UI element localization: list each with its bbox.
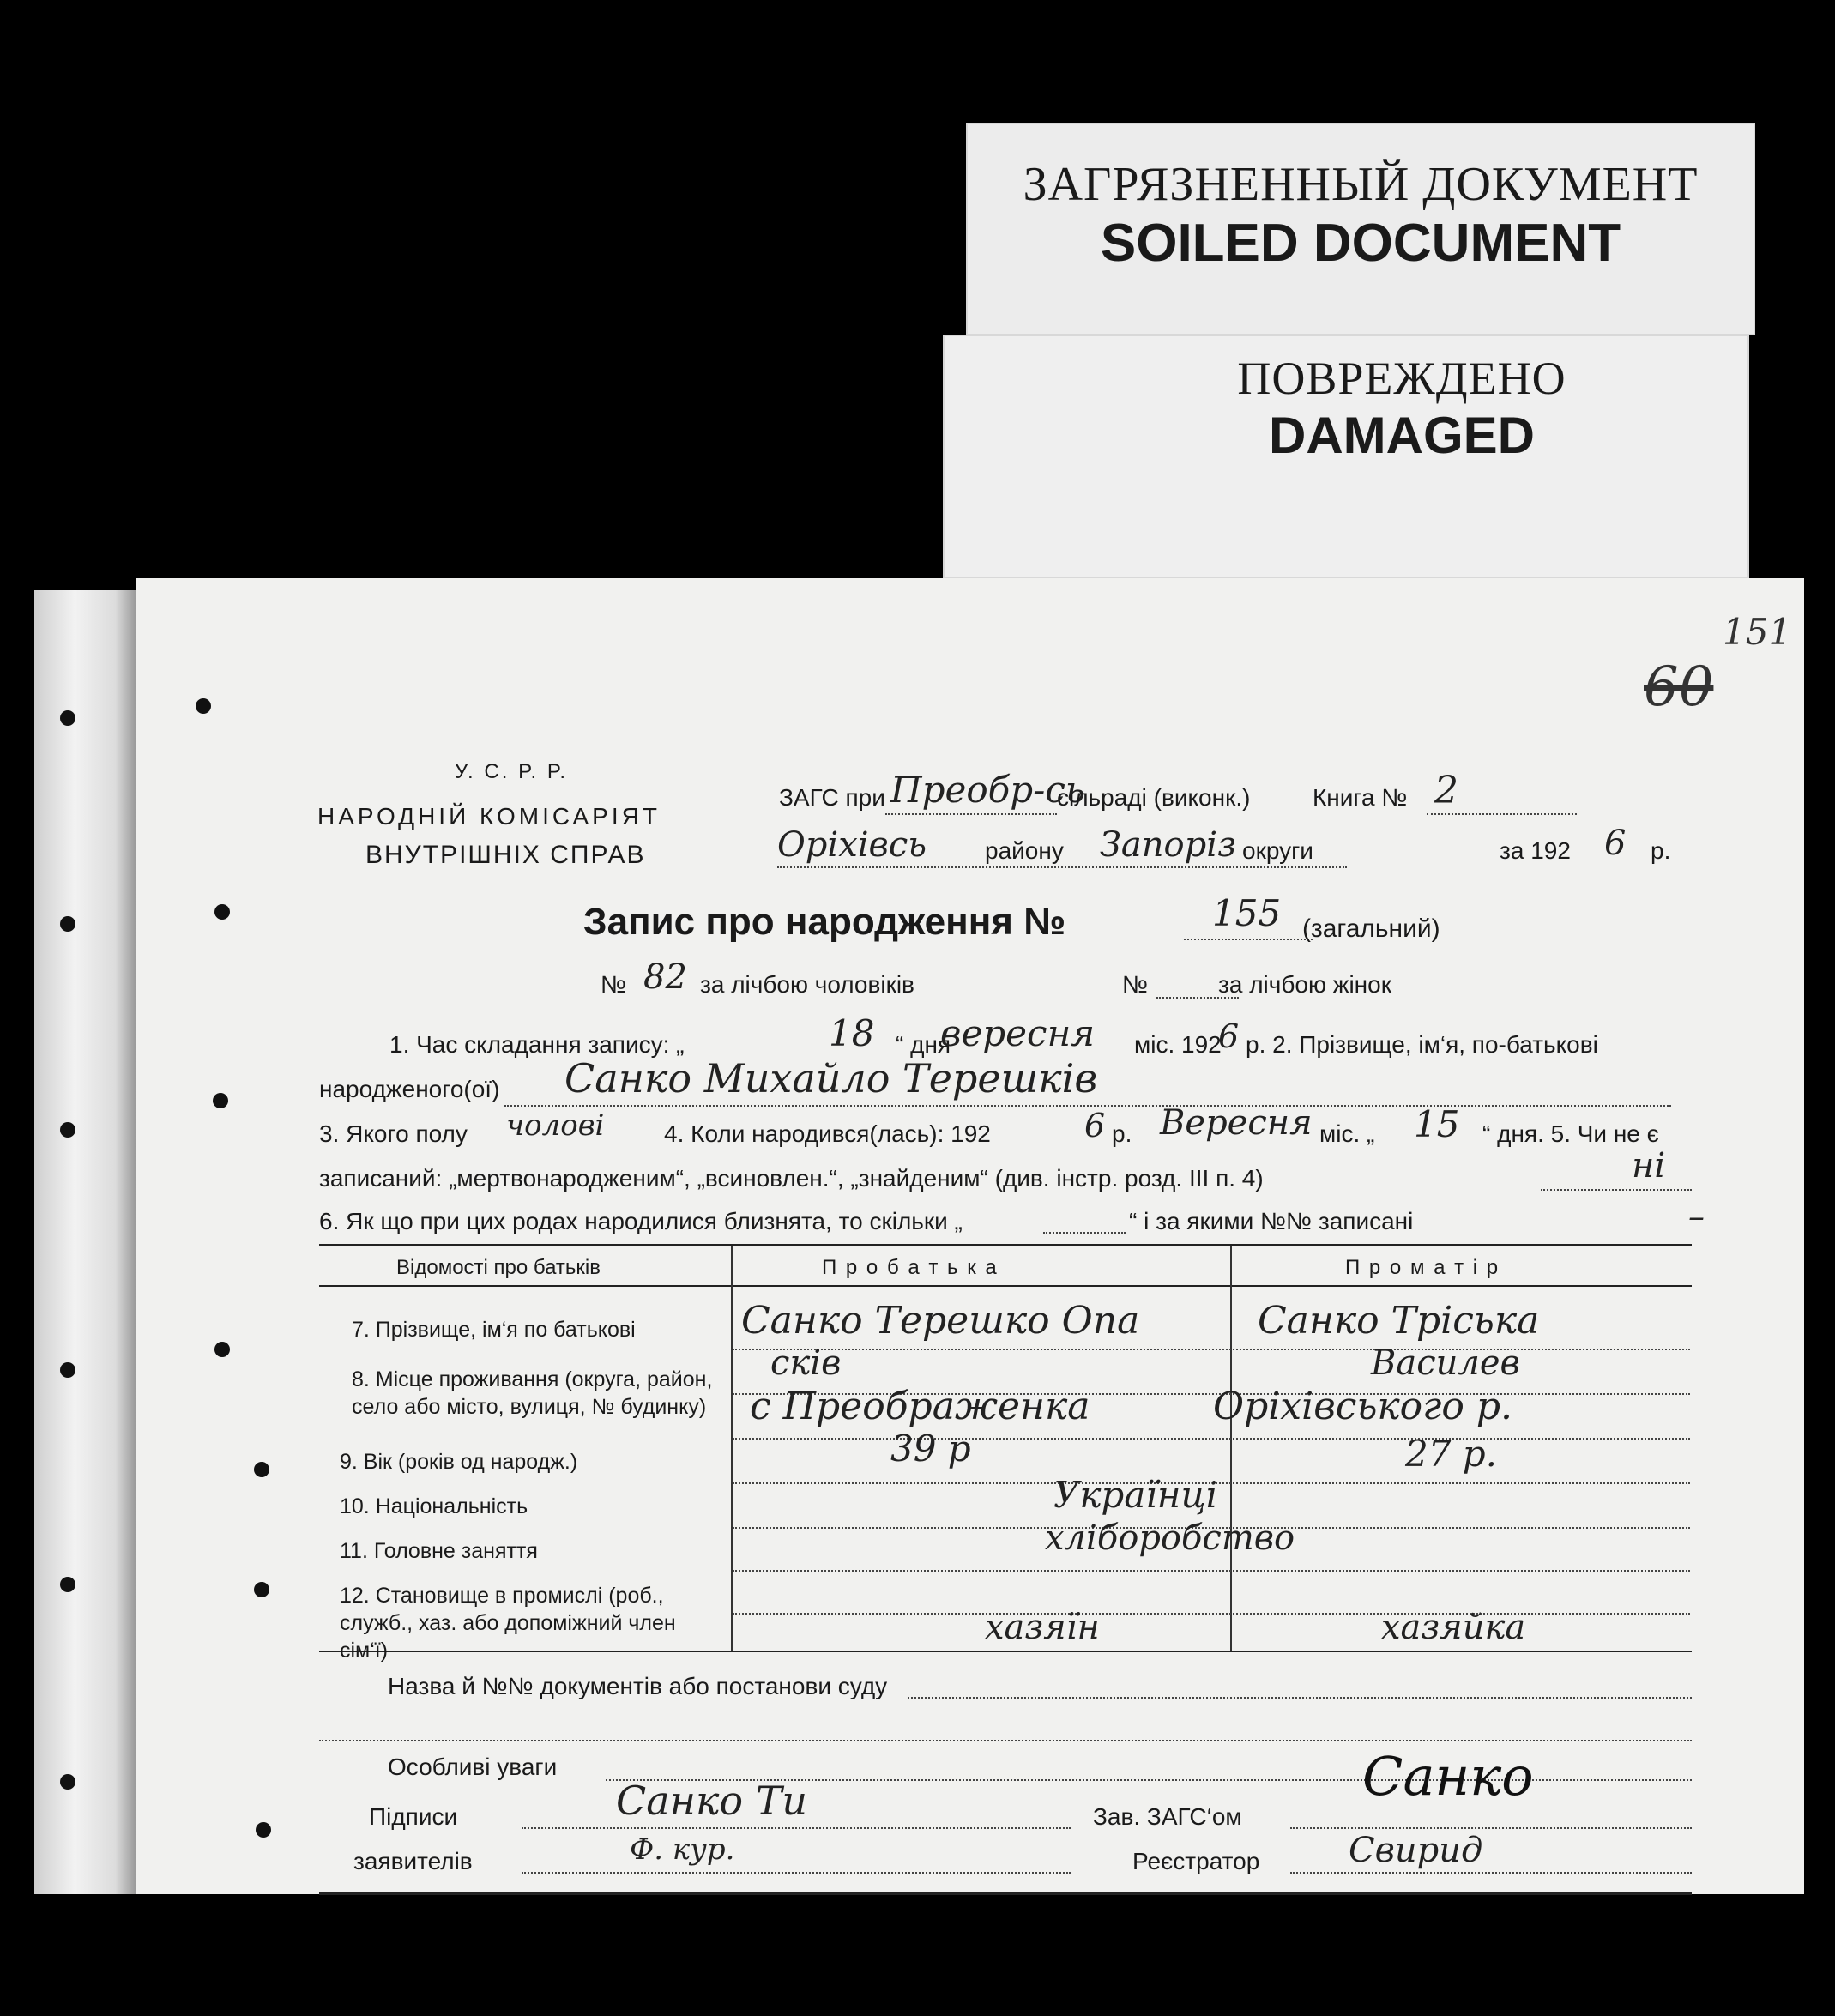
field-2-value: Санко Михайло Терешків	[564, 1055, 1098, 1102]
row-line	[733, 1438, 1690, 1440]
punch-hole	[213, 1093, 228, 1108]
row-line	[733, 1570, 1690, 1572]
record-number: 155	[1212, 892, 1282, 934]
punch-hole	[60, 916, 75, 932]
year-value: 6	[1604, 824, 1627, 863]
field-1-label: 1. Час складання запису: „	[389, 1031, 685, 1058]
field-3-label: 3. Якого полу	[319, 1120, 468, 1147]
row-9-label: 9. Вік (років од народж.)	[340, 1450, 578, 1474]
field-2-label: народженого(ої)	[319, 1076, 500, 1102]
book-number: 2	[1434, 769, 1458, 812]
field-5-underline	[1541, 1189, 1692, 1191]
men-number: 82	[643, 957, 687, 997]
page-bottom-rule	[319, 1892, 1692, 1895]
damaged-document-label	[943, 335, 1749, 579]
zags-prefix: ЗАГС при	[779, 784, 885, 811]
birth-record-form	[136, 578, 1804, 1894]
column-father: П р о б а т ь к а	[822, 1256, 999, 1279]
mother-name: Санко Тріська	[1258, 1299, 1540, 1343]
field-1-day: 18	[829, 1012, 875, 1054]
year-suffix: р.	[1651, 837, 1671, 864]
field-1-year: 6	[1218, 1017, 1240, 1055]
damaged-label-ru: ПОВРЕЖДЕНО	[1237, 353, 1566, 404]
row-10-label: 10. Національність	[340, 1494, 528, 1518]
father-residence: с Преображенка	[750, 1385, 1090, 1428]
registrar-label: Реєстратор	[1132, 1848, 1260, 1874]
raion-label: району	[985, 837, 1064, 864]
book-underline	[1427, 813, 1577, 815]
applicants-label: заявителів	[353, 1848, 473, 1874]
punch-hole	[60, 1122, 75, 1138]
year-label: за 192	[1500, 837, 1571, 864]
punch-hole	[254, 1582, 269, 1597]
table-header-rule	[319, 1285, 1692, 1287]
notes-label: Особливі уваги	[388, 1753, 558, 1780]
head-signature: Санко	[1362, 1745, 1534, 1808]
crossed-page-number: 60	[1644, 655, 1714, 719]
selrada-underline	[885, 813, 1057, 815]
punch-hole	[60, 1577, 75, 1592]
applicant-sig-line-2	[522, 1872, 1071, 1874]
field-4-month-suffix: міс. „	[1319, 1120, 1375, 1147]
head-sig-line	[1290, 1827, 1692, 1829]
punch-hole	[214, 1342, 230, 1357]
field-4-tail: “ дня. 5. Чи не є	[1482, 1120, 1659, 1147]
zags-suffix: сільраді (виконк.)	[1057, 784, 1251, 811]
record-number-underline	[1184, 939, 1313, 940]
nationality-value: Українці	[1053, 1474, 1218, 1516]
father-age: 39 р	[890, 1427, 971, 1470]
mother-status: хазяйка	[1381, 1608, 1526, 1647]
table-divider-2	[1230, 1246, 1232, 1652]
raion-okrug-underline	[777, 866, 1347, 868]
row-11-label: 11. Головне заняття	[340, 1539, 538, 1563]
women-label: за лічбою жінок	[1218, 971, 1391, 998]
occupation-value: хліборобство	[1045, 1518, 1295, 1558]
punch-hole	[254, 1462, 269, 1477]
field-1-month: вересня	[940, 1012, 1096, 1054]
row-line	[733, 1613, 1690, 1615]
book-binding	[34, 590, 136, 1894]
field-1-day-suffix: “ дня	[896, 1031, 951, 1058]
documents-label: Назва й №№ документів або постанови суду	[388, 1673, 888, 1699]
mother-name-cont: Василев	[1371, 1343, 1520, 1383]
commissariat-line-1: НАРОДНІЙ КОМІСАРІЯТ	[317, 803, 661, 830]
record-title: Запис про народження №	[583, 901, 1066, 943]
father-name-cont: сків	[770, 1343, 842, 1383]
soiled-document-label	[966, 123, 1755, 335]
registrar-sig-line	[1290, 1872, 1692, 1874]
field-4-day: 15	[1414, 1103, 1460, 1145]
ussr-label: У. С. Р. Р.	[455, 760, 569, 783]
applicant-sig-line-1	[522, 1827, 1071, 1829]
page-number: 151	[1723, 611, 1792, 653]
field-4-label: 4. Коли народився(лась): 192	[664, 1120, 991, 1147]
column-mother: П р о м а т і р	[1345, 1256, 1500, 1279]
field-6-value: –	[1688, 1198, 1705, 1235]
punch-hole	[60, 1362, 75, 1378]
field-1-tail: р. 2. Прізвище, ім‘я, по-батькові	[1246, 1031, 1598, 1058]
field-6-count-underline	[1043, 1232, 1126, 1234]
okrug-label: округи	[1242, 837, 1313, 864]
men-label: за лічбою чоловіків	[700, 971, 914, 998]
head-label: Зав. ЗАГС‘ом	[1093, 1803, 1242, 1830]
damaged-label-en: DAMAGED	[1269, 407, 1535, 464]
row-8-label: 8. Місце проживання (округа, район, село або місто, вулиця, № будинку)	[352, 1367, 713, 1419]
record-general: (загальний)	[1302, 914, 1440, 943]
soiled-label-en: SOILED DOCUMENT	[1100, 214, 1621, 273]
applicant-signature-1: Санко Ти	[616, 1778, 808, 1824]
raion-value: Оріхівсь	[777, 825, 927, 865]
table-divider-1	[731, 1246, 733, 1652]
documents-underline	[908, 1697, 1692, 1699]
punch-hole	[214, 904, 230, 920]
father-name: Санко Терешко Опа	[741, 1299, 1140, 1343]
row-12-label: 12. Становище в промислі (роб., служб., хаз. або допоміжний член сім‘ї)	[340, 1584, 676, 1663]
commissariat-line-2: ВНУТРІШНІХ СПРАВ	[365, 841, 646, 869]
column-parents: Відомості про батьків	[396, 1256, 601, 1279]
women-prefix: №	[1122, 971, 1149, 998]
field-5-label: записаний: „мертвонародженим“, „всиновлен.“, „знайденим“ (див. інстр. розд. III п. 4)	[319, 1165, 1264, 1192]
punch-hole	[60, 710, 75, 726]
registrar-signature: Свирид	[1349, 1831, 1483, 1870]
father-status: хазяїн	[985, 1608, 1100, 1647]
punch-hole	[60, 1774, 75, 1790]
mother-residence: Оріхівського р.	[1213, 1385, 1513, 1428]
punch-hole	[196, 698, 211, 714]
table-top-rule	[319, 1244, 1692, 1246]
punch-hole	[256, 1822, 271, 1838]
field-4-year: 6	[1084, 1107, 1106, 1144]
row-line	[733, 1349, 1690, 1350]
field-3-value: чолові	[506, 1108, 605, 1143]
field-1-month-suffix: міс. 192	[1134, 1031, 1222, 1058]
book-label: Книга №	[1313, 784, 1408, 811]
okrug-value: Запоріз	[1100, 825, 1236, 865]
documents-underline-2	[319, 1740, 1692, 1741]
signatures-label: Підписи	[369, 1803, 458, 1830]
men-prefix: №	[601, 971, 627, 998]
field-5-value: ні	[1632, 1146, 1666, 1186]
applicant-signature-2: Ф. кур.	[630, 1832, 735, 1867]
field-4-month: Вересня	[1160, 1103, 1313, 1143]
soiled-label-ru: ЗАГРЯЗНЕННЫЙ ДОКУМЕНТ	[1023, 158, 1699, 211]
mother-age: 27 р.	[1405, 1433, 1498, 1475]
field-6-label: 6. Як що при цих родах народилися близнята, то скільки „	[319, 1208, 963, 1234]
zags-selrada-value: Преобр-сь	[890, 769, 1085, 811]
row-7-label: 7. Прізвище, ім‘я по батькові	[352, 1318, 636, 1342]
field-6-mid: “ і за якими №№ записані	[1129, 1208, 1414, 1234]
field-4-r: р.	[1112, 1120, 1132, 1147]
